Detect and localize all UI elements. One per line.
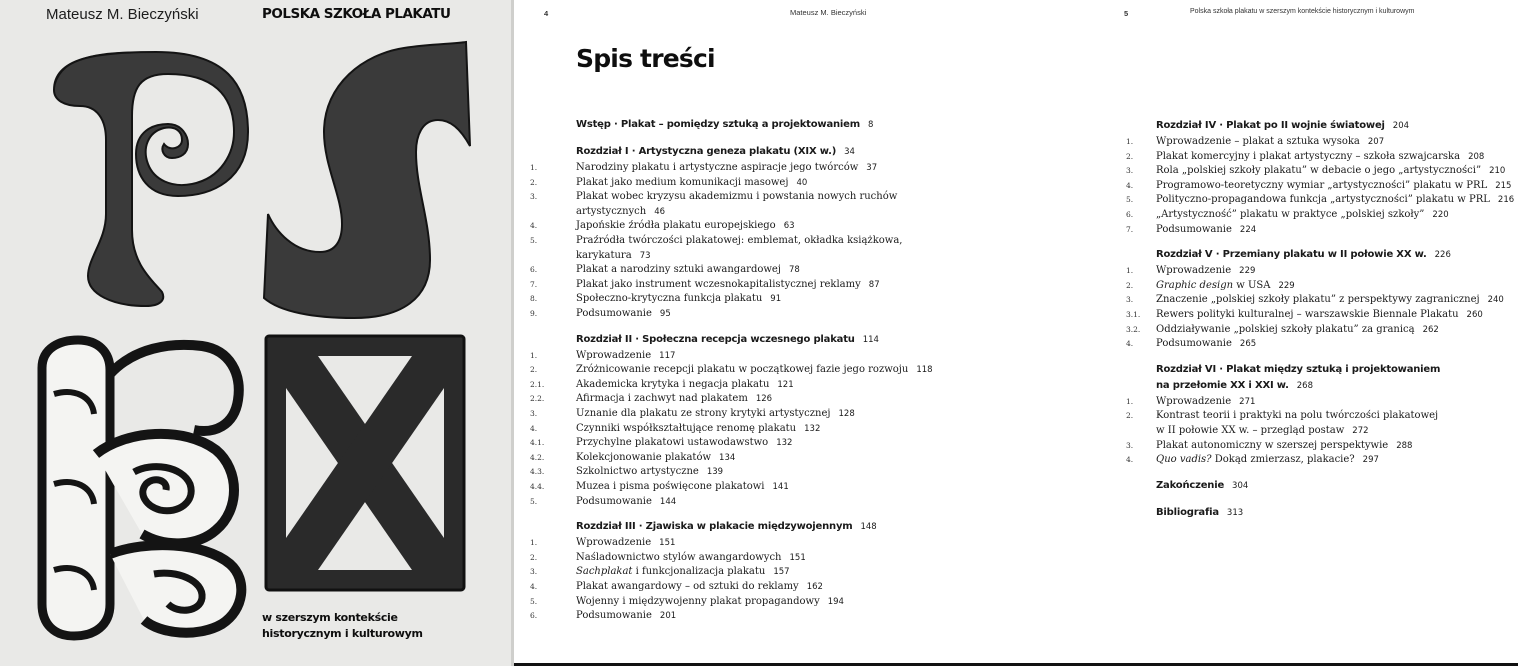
toc-entry-number: 4. <box>530 221 538 231</box>
toc-entry-page: 63 <box>783 221 795 232</box>
toc-entry <box>1126 279 1295 291</box>
toc-entry-page: 151 <box>659 538 676 549</box>
toc-entry <box>530 408 855 419</box>
toc-entry-text: Kontrast teorii i praktyki na polu twórczości plakatowej <box>1156 410 1439 422</box>
toc-chapter-entry <box>576 521 877 532</box>
toc-entry-page: 207 <box>1367 137 1385 147</box>
toc-entry-page: 216 <box>1497 195 1515 206</box>
toc-entry <box>530 176 808 188</box>
toc-entry-page: 134 <box>719 452 736 463</box>
toc-entry-number: 7. <box>530 279 538 289</box>
toc-entry-text: karykatura <box>576 249 632 261</box>
toc-entry-number: 6. <box>1126 210 1134 219</box>
toc-entry-number: 4.4. <box>530 482 545 491</box>
cover-subtitle-line1: w szerszym kontekście <box>262 611 398 624</box>
toc-entry <box>530 437 793 449</box>
toc-entry-page: 87 <box>868 279 880 290</box>
toc-entry-text: Naśladownictwo stylów awangardowych <box>576 551 782 563</box>
right-running-head: Polska szkoła plakatu w szerszym kontekście historycznym i kulturowym <box>1190 8 1415 15</box>
toc-entry-page: 117 <box>659 350 676 361</box>
toc-entry-number: 2. <box>1126 280 1134 290</box>
toc-entry-number: 2. <box>530 177 538 187</box>
toc-entry-page: 157 <box>773 567 790 578</box>
toc-entry-number: 5. <box>1126 195 1134 205</box>
toc-entry-page: 304 <box>1232 480 1249 491</box>
toc-entry-number: 3. <box>1126 166 1134 176</box>
letter-s-icon <box>254 36 476 326</box>
toc-right-column <box>1126 0 1516 666</box>
letter-x-icon <box>262 332 468 594</box>
toc-entry-number: 1. <box>530 538 538 548</box>
toc-entry-page: 260 <box>1466 310 1483 320</box>
toc-entry-number: 6. <box>530 611 538 621</box>
toc-entry-number: 3.1. <box>1126 310 1141 319</box>
toc-entry-page: 46 <box>654 206 666 217</box>
toc-entry <box>530 466 724 478</box>
toc-entry <box>1126 410 1439 422</box>
toc-entry-text: „Artystyczność” plakatu w praktyce „polskiej szkoły” <box>1156 209 1425 220</box>
toc-left-column <box>530 0 996 666</box>
toc-entry-number: 4. <box>1126 339 1134 349</box>
toc-entry-text: Kolekcjonowanie plakatów <box>576 451 712 463</box>
toc-entry-number: 3. <box>530 409 538 418</box>
toc-entry-text: Wojenny i międzywojenny plakat propagandowy <box>576 595 820 607</box>
toc-entry-text: Polityczno-propagandowa funkcja „artystyczności” plakatu w PRL <box>1156 194 1490 206</box>
toc-entry <box>1126 136 1385 147</box>
toc-spread <box>514 0 1518 666</box>
toc-entry <box>530 278 880 290</box>
toc-entry <box>1126 165 1506 177</box>
toc-entry <box>530 481 789 492</box>
toc-entry-page: 210 <box>1489 166 1506 177</box>
toc-entry <box>530 378 794 390</box>
toc-entry <box>530 422 821 434</box>
toc-entry-text: Plakat awangardowy – od sztuki do reklamy <box>576 581 799 592</box>
toc-entry <box>1126 338 1257 350</box>
toc-entry-page: 37 <box>866 163 878 173</box>
toc-entry-page: 139 <box>706 467 724 478</box>
toc-entry-text: Praźródła twórczości plakatowej: emblemat, okładka książkowa, <box>576 235 903 246</box>
toc-entry-text: Plakat jako instrument wczesnokapitalistycznej reklamy <box>576 278 861 290</box>
toc-entry-page: 128 <box>838 409 855 419</box>
toc-entry <box>530 451 736 463</box>
toc-entry-text: Uznanie dla plakatu ze strony krytyki artystycznej <box>576 408 831 419</box>
toc-entry-text: Narodziny plakatu i artystyczne aspiracje jego twórców <box>576 162 859 173</box>
toc-entry-page: 240 <box>1487 295 1504 306</box>
toc-entry-number: 4. <box>1126 180 1134 190</box>
toc-entry-page: 95 <box>659 309 671 319</box>
toc-entry-text: Rewers polityki kulturalnej – warszawskie Biennale Plakatu <box>1156 309 1459 320</box>
toc-entry-page: 201 <box>659 611 677 622</box>
toc-entry-number: 9. <box>530 309 538 318</box>
toc-entry-page: 208 <box>1468 151 1485 162</box>
toc-entry-text: Muzea i pisma poświęcone plakatowi <box>576 481 765 492</box>
toc-entry-number: 5. <box>530 496 538 506</box>
toc-entry-number: 4. <box>1126 455 1134 465</box>
toc-entry <box>1126 454 1379 466</box>
toc-entry-number: 4.1. <box>530 438 545 448</box>
toc-entry-page: 114 <box>862 334 879 345</box>
toc-entry-page: 141 <box>772 482 789 492</box>
toc-entry <box>530 364 933 376</box>
toc-entry <box>530 495 677 507</box>
toc-entry-number: 2. <box>1126 411 1134 421</box>
toc-entry <box>530 581 823 592</box>
toc-entry-text: Plakat autonomiczny w szerszej perspektywie <box>1156 439 1389 451</box>
toc-entry <box>1126 309 1483 320</box>
toc-entry <box>1126 223 1257 235</box>
toc-entry-page: 148 <box>860 522 877 533</box>
toc-entry-number: 3. <box>530 192 538 202</box>
toc-entry-number: 1. <box>1126 266 1134 276</box>
toc-entry <box>1156 425 1369 436</box>
toc-entry-number: 4.2. <box>530 452 545 462</box>
toc-entry-italic: Quo vadis? <box>1156 454 1212 466</box>
toc-entry-number: 1. <box>1126 137 1134 146</box>
toc-entry-number: 1. <box>530 163 538 172</box>
toc-entry-page: 204 <box>1392 121 1410 131</box>
toc-entry-page: 132 <box>776 438 793 449</box>
toc-entry-text: w II połowie XX w. – przegląd postaw <box>1156 425 1345 436</box>
toc-entry-text-after: w USA <box>1233 279 1271 291</box>
toc-entry <box>530 551 806 563</box>
cover-subtitle-line2: historycznym i kulturowym <box>262 627 423 640</box>
toc-entry <box>530 191 898 203</box>
left-page-number: 4 <box>544 9 549 18</box>
toc-entry-number: 4. <box>530 582 538 591</box>
toc-entry-text: Podsumowanie <box>576 308 652 319</box>
toc-entry-number: 5. <box>530 596 538 606</box>
toc-entry-page: 226 <box>1434 250 1451 261</box>
toc-entry <box>1126 265 1256 277</box>
toc-entry-number: 3. <box>1126 440 1134 450</box>
toc-entry <box>1126 323 1439 335</box>
toc-chapter-entry <box>1156 120 1409 131</box>
toc-entry-text <box>576 566 765 577</box>
toc-entry <box>1126 150 1485 162</box>
toc-entry-text: Rozdział IV · Plakat po II wojnie światowej <box>1156 120 1385 131</box>
toc-chapter-entry <box>576 119 873 130</box>
toc-entry-page: 91 <box>770 294 782 305</box>
toc-entry-number: 5. <box>530 236 538 245</box>
toc-entry-text: Wprowadzenie – plakat a sztuka wysoka <box>1156 136 1360 147</box>
cover-author: Mateusz M. Bieczyński <box>46 6 199 23</box>
toc-entry-text: Wstęp · Plakat – pomiędzy sztuką a projektowaniem <box>576 119 860 130</box>
toc-entry-page: 151 <box>789 552 806 563</box>
toc-entry-page: 118 <box>916 365 933 376</box>
cover-title: POLSKA SZKOŁA PLAKATU <box>262 6 451 22</box>
toc-entry-text: Znaczenie „polskiej szkoły plakatu” z perspektywy zagranicznej <box>1156 294 1480 306</box>
toc-entry-page: 126 <box>755 394 773 405</box>
toc-entry <box>1126 294 1504 306</box>
toc-entry <box>530 162 878 173</box>
toc-entry-text: Rola „polskiej szkoły plakatu” w debacie o jego „artystyczności” <box>1156 165 1482 177</box>
toc-entry-number: 7. <box>1126 224 1134 234</box>
toc-entry <box>530 349 676 361</box>
toc-entry-text-after: i funkcjonalizacja plakatu <box>632 566 766 578</box>
toc-entry <box>1126 395 1256 407</box>
toc-entry-page: 144 <box>659 496 677 507</box>
toc-title: Spis treści <box>576 44 715 73</box>
toc-entry-page: 313 <box>1226 507 1244 518</box>
toc-entry-text: Podsumowanie <box>576 495 652 507</box>
toc-entry-text: na przełomie XX i XXI w. <box>1156 379 1289 391</box>
toc-entry-text <box>1156 280 1270 291</box>
toc-entry-page: 34 <box>844 147 855 157</box>
cover-subtitle <box>262 610 423 642</box>
toc-entry-text: Rozdział V · Przemiany plakatu w II połowie XX w. <box>1156 249 1427 261</box>
toc-entry-page: 73 <box>639 250 651 261</box>
letter-p-icon <box>36 44 256 314</box>
book-cover <box>0 0 514 666</box>
toc-entry-number: 6. <box>530 265 538 275</box>
toc-entry <box>530 264 800 276</box>
toc-entry-page: 229 <box>1278 280 1295 291</box>
toc-entry-text: Rozdział II · Społeczna recepcja wczesnego plakatu <box>576 333 855 345</box>
toc-entry-italic: Graphic design <box>1156 279 1234 291</box>
toc-entry-page: 40 <box>796 177 808 188</box>
toc-entry-text: Podsumowanie <box>1156 338 1232 350</box>
toc-entry <box>530 220 795 232</box>
toc-entry-text: Programowo-teoretyczny wymiar „artystyczności” plakatu w PRL <box>1156 179 1488 191</box>
toc-entry-text: Oddziaływanie „polskiej szkoły plakatu” za granicą <box>1156 323 1415 335</box>
toc-entry-text: Podsumowanie <box>1156 223 1232 235</box>
toc-entry-text: Zróżnicowanie recepcji plakatu w początkowej fazie jego rozwoju <box>576 364 909 376</box>
toc-entry-text: Wprowadzenie <box>1156 265 1232 277</box>
toc-entry-text-after: Dokąd zmierzasz, plakacie? <box>1211 454 1355 466</box>
toc-entry <box>576 206 665 217</box>
toc-entry <box>530 235 903 246</box>
toc-entry-text: Akademicka krytyka i negacja plakatu <box>576 378 770 390</box>
toc-chapter-entry <box>1156 480 1248 491</box>
toc-entry-page: 262 <box>1422 324 1439 335</box>
toc-entry-text: Rozdział VI · Plakat między sztuką i projektowaniem <box>1156 363 1441 375</box>
toc-entry-number: 2.2. <box>530 394 545 404</box>
right-page-number: 5 <box>1124 9 1129 18</box>
toc-entry-page: 8 <box>867 120 874 130</box>
toc-entry-text: Wprowadzenie <box>576 537 652 549</box>
toc-entry <box>530 595 844 607</box>
toc-chapter-entry <box>1156 249 1451 260</box>
toc-entry-text: Afirmacja i zachwyt nad plakatem <box>576 393 748 405</box>
toc-chapter-entry <box>1156 507 1243 518</box>
toc-entry <box>530 293 782 305</box>
toc-entry-page: 265 <box>1239 339 1257 350</box>
toc-entry-page: 220 <box>1432 210 1449 220</box>
toc-entry-page: 297 <box>1362 455 1379 466</box>
toc-entry-text: artystycznych <box>576 205 647 217</box>
toc-entry-page: 121 <box>777 379 794 390</box>
toc-entry-page: 272 <box>1352 426 1369 436</box>
toc-entry <box>530 610 677 622</box>
toc-entry-page: 194 <box>827 596 844 607</box>
left-running-head: Mateusz M. Bieczyński <box>790 8 867 17</box>
toc-entry <box>530 393 773 405</box>
toc-entry-number: 3.2. <box>1126 324 1141 334</box>
toc-entry <box>1126 209 1449 220</box>
toc-entry-number: 1. <box>530 350 538 360</box>
toc-entry-number: 3. <box>530 567 538 577</box>
toc-entry-page: 229 <box>1239 266 1256 277</box>
toc-entry-text: Plakat a narodziny sztuki awangardowej <box>576 264 781 276</box>
toc-entry-text: Plakat wobec kryzysu akademizmu i powstania nowych ruchów <box>576 191 898 203</box>
toc-chapter-entry <box>1156 380 1313 391</box>
toc-entry <box>576 250 651 261</box>
toc-entry-italic: Sachplakat <box>576 566 633 578</box>
toc-entry <box>1126 439 1413 451</box>
toc-entry-text: Zakończenie <box>1156 479 1225 491</box>
toc-entry-number: 2. <box>1126 151 1134 161</box>
toc-entry-number: 3. <box>1126 295 1134 305</box>
toc-entry-page: 78 <box>788 265 800 276</box>
toc-entry-text: Szkolnictwo artystyczne <box>576 466 699 478</box>
toc-entry <box>530 537 676 549</box>
toc-entry-page: 132 <box>804 423 821 434</box>
toc-entry-number: 1. <box>1126 396 1134 406</box>
toc-entry-text: Japońskie źródła plakatu europejskiego <box>576 220 776 232</box>
toc-entry-text: Plakat komercyjny i plakat artystyczny – szkoła szwajcarska <box>1156 150 1461 162</box>
toc-entry-text: Czynniki współkształtujące renomę plakatu <box>576 422 797 434</box>
toc-chapter-entry <box>576 146 855 157</box>
toc-entry-text: Podsumowanie <box>576 610 652 622</box>
toc-entry-page: 224 <box>1239 224 1257 235</box>
toc-entry-text <box>1156 454 1355 465</box>
toc-entry-text: Przychylne plakatowi ustawodawstwo <box>576 437 769 449</box>
toc-chapter-entry <box>576 334 879 345</box>
toc-entry-page: 268 <box>1296 380 1313 391</box>
toc-entry <box>530 308 671 319</box>
toc-entry-page: 288 <box>1396 440 1413 451</box>
toc-entry-number: 8. <box>530 294 538 304</box>
toc-entry-number: 2. <box>530 365 538 375</box>
ornamental-k-icon <box>34 334 248 642</box>
toc-entry-text: Rozdział I · Artystyczna geneza plakatu (XIX w.) <box>576 146 837 157</box>
toc-entry-number: 4.3. <box>530 467 545 477</box>
toc-entry-text: Wprowadzenie <box>1156 395 1232 407</box>
toc-entry-page: 215 <box>1495 180 1512 191</box>
toc-entry-number: 4. <box>530 423 538 433</box>
toc-entry-text: Bibliografia <box>1156 506 1219 518</box>
toc-entry-number: 2.1. <box>530 379 545 389</box>
toc-chapter-entry <box>1156 364 1440 375</box>
toc-entry-text: Społeczno-krytyczna funkcja plakatu <box>576 293 763 305</box>
toc-entry <box>530 566 790 578</box>
toc-entry-page: 162 <box>806 582 823 592</box>
toc-entry <box>1126 179 1512 191</box>
toc-entry <box>1126 194 1515 206</box>
toc-entry-text: Rozdział III · Zjawiska w plakacie międzywojennym <box>576 521 853 533</box>
toc-entry-text: Plakat jako medium komunikacji masowej <box>576 176 789 188</box>
toc-entry-text: Wprowadzenie <box>576 349 652 361</box>
toc-entry-number: 2. <box>530 552 538 562</box>
toc-entry-page: 271 <box>1239 396 1256 407</box>
